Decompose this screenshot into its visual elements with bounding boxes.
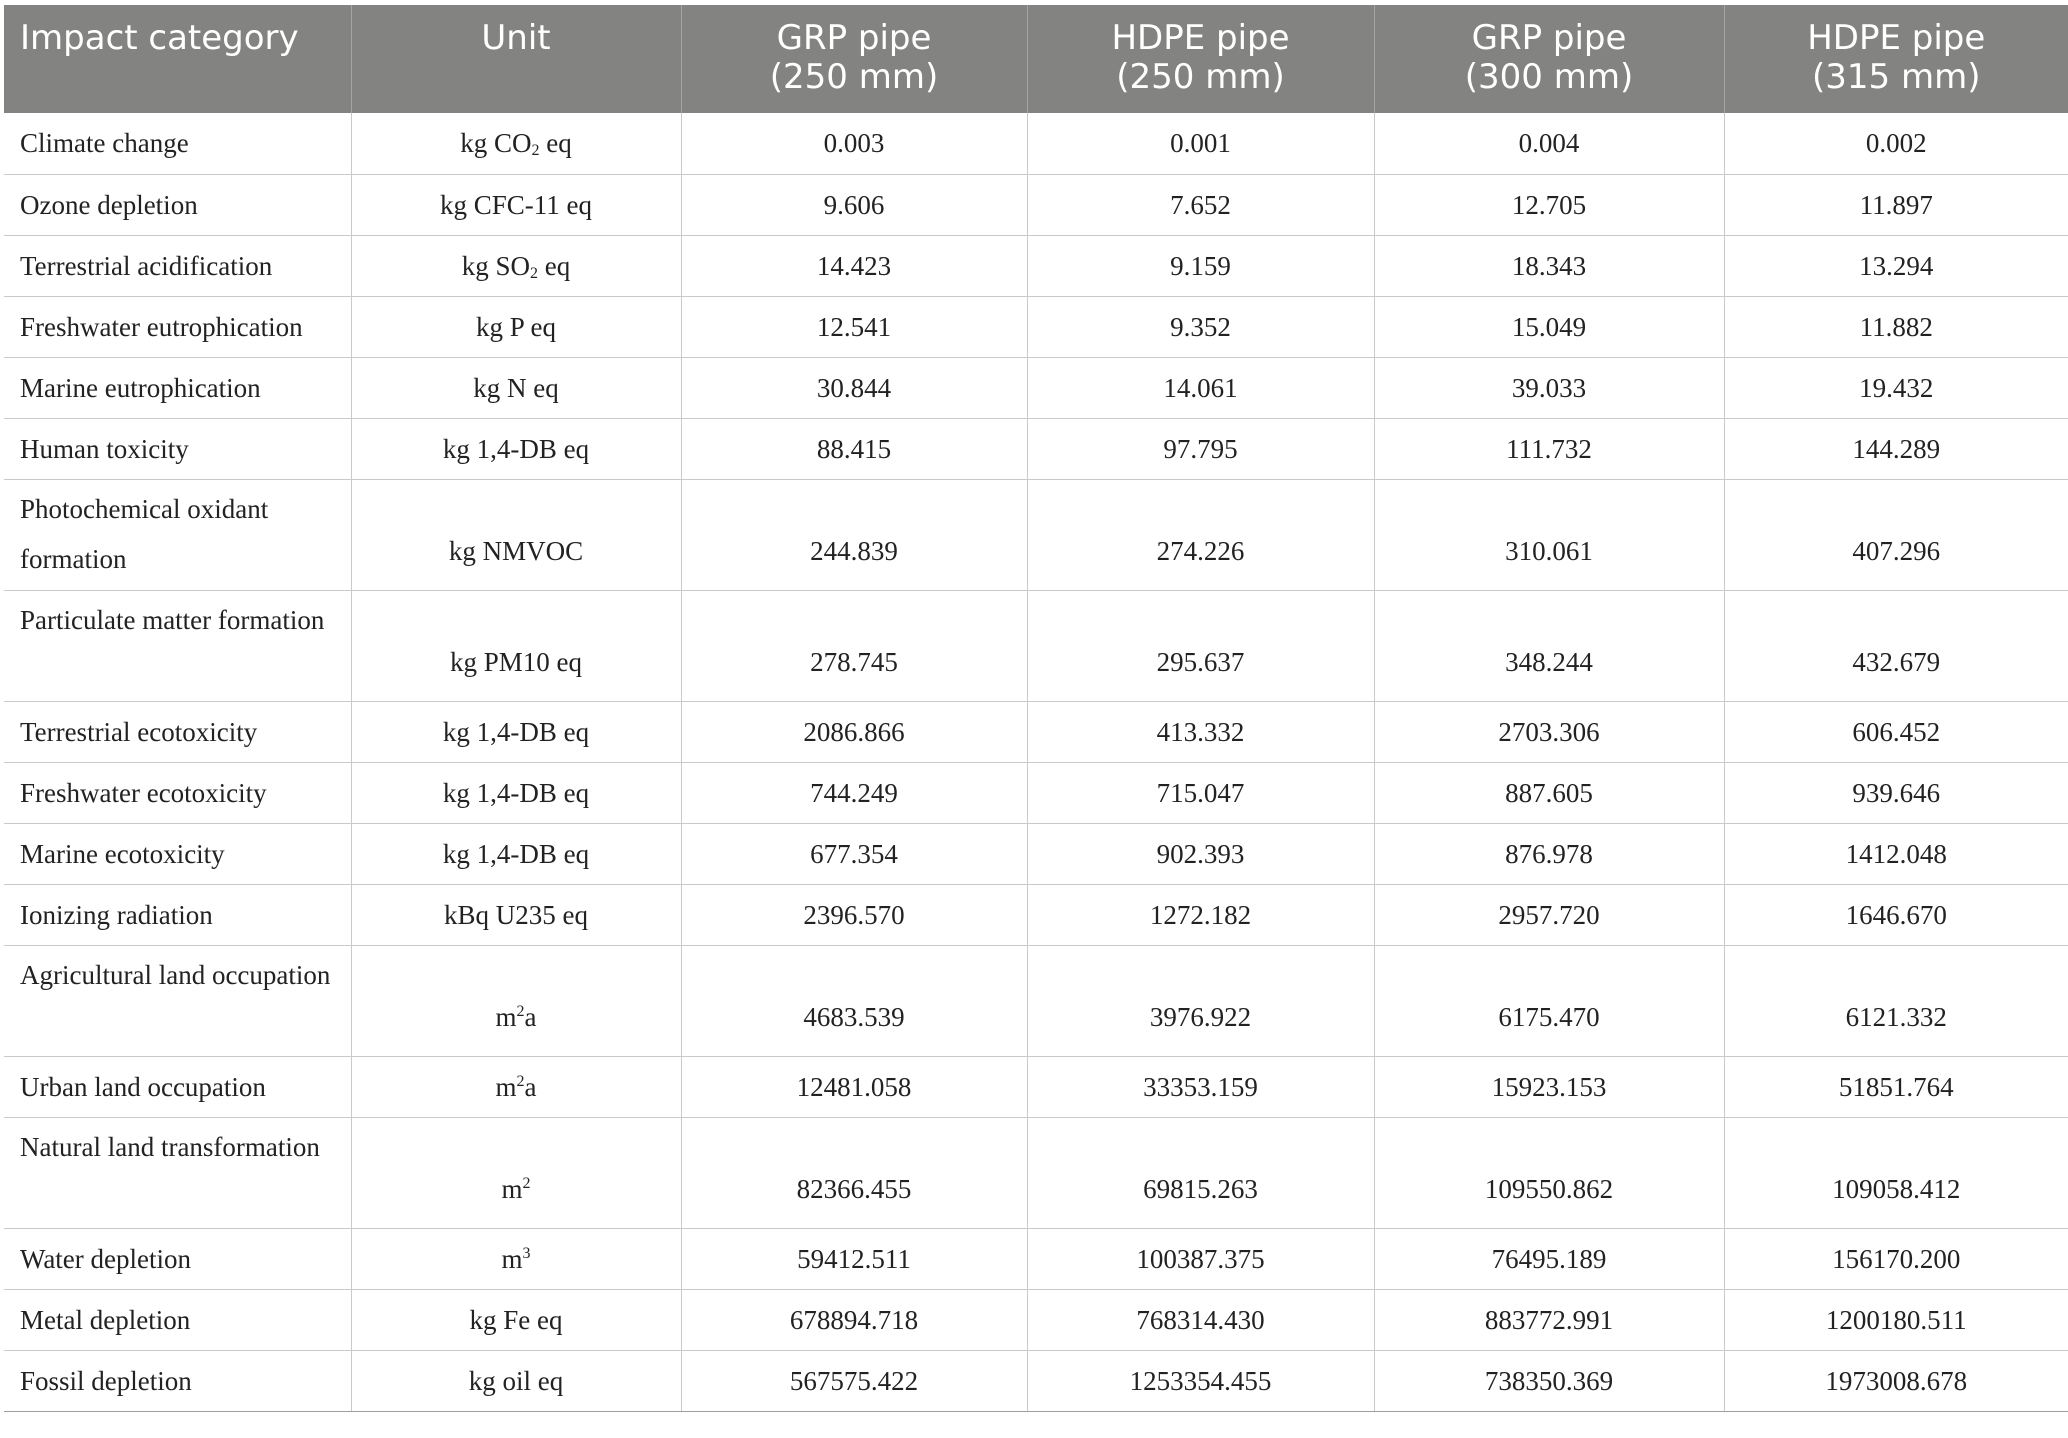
value-grp-300-cell: 310.061 [1374, 479, 1724, 590]
value-hdpe-315-cell: 1973008.678 [1724, 1350, 2068, 1411]
unit-text: m [495, 1071, 517, 1102]
impact-category-cell: Terrestrial acidification [4, 235, 351, 296]
unit-cell [351, 945, 681, 1056]
unit-cell [351, 1228, 681, 1289]
value-grp-250-cell: 677.354 [681, 823, 1027, 884]
table-body [4, 113, 2068, 1411]
unit-text: kg N eq [473, 372, 559, 403]
value-hdpe-250-cell: 14.061 [1027, 357, 1374, 418]
value-hdpe-315-cell: 156170.200 [1724, 1228, 2068, 1289]
value-hdpe-250-cell: 413.332 [1027, 701, 1374, 762]
value-hdpe-250-cell: 768314.430 [1027, 1289, 1374, 1350]
value-hdpe-315-cell: 1412.048 [1724, 823, 2068, 884]
impact-category-cell: Human toxicity [4, 418, 351, 479]
unit-cell [351, 357, 681, 418]
impact-category-cell: Particulate matter formation [4, 590, 351, 701]
table-row [4, 113, 2068, 174]
header-hdpe-250: HDPE pipe (250 mm) [1027, 5, 1374, 113]
value-grp-300-cell: 2957.720 [1374, 884, 1724, 945]
unit-suffix: a [524, 1001, 537, 1032]
table-header-row [4, 5, 2068, 113]
value-grp-300-cell: 109550.862 [1374, 1117, 1724, 1228]
value-grp-250-cell: 14.423 [681, 235, 1027, 296]
unit-superscript: 2 [516, 1002, 525, 1020]
unit-cell [351, 418, 681, 479]
impact-category-cell: Climate change [4, 113, 351, 174]
table-row [4, 235, 2068, 296]
value-hdpe-250-cell: 100387.375 [1027, 1228, 1374, 1289]
impact-category-cell: Terrestrial ecotoxicity [4, 701, 351, 762]
table-row [4, 1289, 2068, 1350]
unit-subscript: 2 [530, 264, 539, 282]
unit-cell [351, 884, 681, 945]
table-row [4, 174, 2068, 235]
unit-suffix: a [524, 1071, 537, 1102]
table-row [4, 762, 2068, 823]
header-hdpe-315: HDPE pipe (315 mm) [1724, 5, 2068, 113]
unit-cell [351, 479, 681, 590]
unit-text: m [495, 1001, 517, 1032]
value-grp-250-cell: 88.415 [681, 418, 1027, 479]
value-grp-250-cell: 244.839 [681, 479, 1027, 590]
unit-cell [351, 701, 681, 762]
unit-superscript: 2 [516, 1072, 525, 1090]
value-hdpe-315-cell: 13.294 [1724, 235, 2068, 296]
table-row [4, 945, 2068, 1056]
unit-cell [351, 1289, 681, 1350]
value-grp-300-cell: 0.004 [1374, 113, 1724, 174]
unit-text: kg CFC-11 eq [439, 189, 592, 220]
value-grp-300-cell: 738350.369 [1374, 1350, 1724, 1411]
table-row [4, 479, 2068, 590]
unit-suffix: eq [538, 250, 571, 281]
unit-text: kg oil eq [468, 1365, 564, 1396]
value-grp-250-cell: 278.745 [681, 590, 1027, 701]
value-grp-300-cell: 76495.189 [1374, 1228, 1724, 1289]
unit-text: kg CO [460, 128, 532, 159]
value-grp-300-cell: 883772.991 [1374, 1289, 1724, 1350]
value-grp-250-cell: 678894.718 [681, 1289, 1027, 1350]
value-grp-250-cell: 2396.570 [681, 884, 1027, 945]
header-unit: Unit [351, 5, 681, 113]
value-grp-300-cell: 18.343 [1374, 235, 1724, 296]
value-grp-250-cell: 2086.866 [681, 701, 1027, 762]
value-grp-300-cell: 876.978 [1374, 823, 1724, 884]
value-grp-300-cell: 6175.470 [1374, 945, 1724, 1056]
value-grp-250-cell: 567575.422 [681, 1350, 1027, 1411]
unit-text: m [501, 1243, 523, 1274]
value-hdpe-250-cell: 69815.263 [1027, 1117, 1374, 1228]
value-hdpe-250-cell: 33353.159 [1027, 1056, 1374, 1117]
unit-cell [351, 296, 681, 357]
value-hdpe-250-cell: 295.637 [1027, 590, 1374, 701]
unit-text: kBq U235 eq [444, 899, 588, 930]
value-grp-250-cell: 4683.539 [681, 945, 1027, 1056]
value-hdpe-250-cell: 0.001 [1027, 113, 1374, 174]
value-hdpe-315-cell: 6121.332 [1724, 945, 2068, 1056]
unit-suffix: eq [539, 128, 572, 159]
impact-table [4, 5, 2068, 1412]
value-hdpe-250-cell: 9.352 [1027, 296, 1374, 357]
table-row [4, 1228, 2068, 1289]
table-row [4, 1056, 2068, 1117]
impact-category-cell: Photochemical oxidant formation [4, 479, 351, 590]
table-row [4, 296, 2068, 357]
impact-category-cell: Ozone depletion [4, 174, 351, 235]
impact-category-cell: Freshwater eutrophication [4, 296, 351, 357]
header-grp-250: GRP pipe (250 mm) [681, 5, 1027, 113]
value-grp-300-cell: 12.705 [1374, 174, 1724, 235]
header-grp-300: GRP pipe (300 mm) [1374, 5, 1724, 113]
value-hdpe-315-cell: 1200180.511 [1724, 1289, 2068, 1350]
unit-text: kg Fe eq [469, 1304, 563, 1335]
impact-table-container [4, 5, 2068, 1419]
unit-cell [351, 235, 681, 296]
impact-category-cell: Natural land transformation [4, 1117, 351, 1228]
unit-text: kg SO [461, 250, 531, 281]
table-row [4, 418, 2068, 479]
value-hdpe-315-cell: 407.296 [1724, 479, 2068, 590]
value-hdpe-315-cell: 11.897 [1724, 174, 2068, 235]
unit-cell [351, 823, 681, 884]
unit-text: kg NMVOC [448, 535, 584, 566]
value-hdpe-250-cell: 3976.922 [1027, 945, 1374, 1056]
impact-category-cell: Ionizing radiation [4, 884, 351, 945]
impact-category-cell: Marine ecotoxicity [4, 823, 351, 884]
header-impact-category: Impact category [4, 5, 351, 113]
table-row [4, 823, 2068, 884]
unit-cell [351, 113, 681, 174]
unit-text: kg 1,4-DB eq [442, 433, 590, 464]
value-grp-250-cell: 30.844 [681, 357, 1027, 418]
value-hdpe-250-cell: 1253354.455 [1027, 1350, 1374, 1411]
value-grp-250-cell: 744.249 [681, 762, 1027, 823]
unit-cell [351, 1117, 681, 1228]
value-hdpe-315-cell: 109058.412 [1724, 1117, 2068, 1228]
value-hdpe-315-cell: 1646.670 [1724, 884, 2068, 945]
unit-cell [351, 174, 681, 235]
value-hdpe-315-cell: 11.882 [1724, 296, 2068, 357]
value-hdpe-250-cell: 7.652 [1027, 174, 1374, 235]
unit-cell [351, 1350, 681, 1411]
value-grp-250-cell: 12.541 [681, 296, 1027, 357]
value-hdpe-315-cell: 939.646 [1724, 762, 2068, 823]
impact-category-cell: Metal depletion [4, 1289, 351, 1350]
impact-category-cell: Urban land occupation [4, 1056, 351, 1117]
value-grp-300-cell: 2703.306 [1374, 701, 1724, 762]
impact-category-cell: Freshwater ecotoxicity [4, 762, 351, 823]
value-hdpe-315-cell: 19.432 [1724, 357, 2068, 418]
table-row [4, 1350, 2068, 1411]
value-grp-300-cell: 887.605 [1374, 762, 1724, 823]
value-hdpe-250-cell: 9.159 [1027, 235, 1374, 296]
impact-category-cell: Water depletion [4, 1228, 351, 1289]
value-hdpe-315-cell: 144.289 [1724, 418, 2068, 479]
unit-cell [351, 762, 681, 823]
value-hdpe-315-cell: 606.452 [1724, 701, 2068, 762]
impact-category-cell: Marine eutrophication [4, 357, 351, 418]
unit-text: kg P eq [476, 311, 556, 342]
table-row [4, 884, 2068, 945]
value-grp-300-cell: 111.732 [1374, 418, 1724, 479]
table-row [4, 1117, 2068, 1228]
impact-category-cell: Agricultural land occupation [4, 945, 351, 1056]
unit-superscript: 2 [522, 1174, 531, 1192]
value-hdpe-315-cell: 432.679 [1724, 590, 2068, 701]
value-hdpe-315-cell: 51851.764 [1724, 1056, 2068, 1117]
value-grp-250-cell: 9.606 [681, 174, 1027, 235]
table-row [4, 357, 2068, 418]
value-hdpe-250-cell: 274.226 [1027, 479, 1374, 590]
value-hdpe-315-cell: 0.002 [1724, 113, 2068, 174]
value-grp-300-cell: 15.049 [1374, 296, 1724, 357]
table-row [4, 701, 2068, 762]
unit-cell [351, 1056, 681, 1117]
unit-text: kg 1,4-DB eq [442, 838, 590, 869]
unit-text: kg 1,4-DB eq [442, 716, 590, 747]
impact-category-cell: Fossil depletion [4, 1350, 351, 1411]
unit-cell [351, 590, 681, 701]
unit-text: kg 1,4-DB eq [442, 777, 590, 808]
value-grp-300-cell: 348.244 [1374, 590, 1724, 701]
value-hdpe-250-cell: 902.393 [1027, 823, 1374, 884]
unit-subscript: 2 [531, 142, 540, 160]
unit-superscript: 3 [522, 1244, 531, 1262]
value-grp-250-cell: 59412.511 [681, 1228, 1027, 1289]
value-hdpe-250-cell: 715.047 [1027, 762, 1374, 823]
value-hdpe-250-cell: 1272.182 [1027, 884, 1374, 945]
value-hdpe-250-cell: 97.795 [1027, 418, 1374, 479]
unit-text: m [501, 1173, 523, 1204]
value-grp-250-cell: 12481.058 [681, 1056, 1027, 1117]
table-row [4, 590, 2068, 701]
value-grp-300-cell: 39.033 [1374, 357, 1724, 418]
value-grp-250-cell: 0.003 [681, 113, 1027, 174]
unit-text: kg PM10 eq [449, 646, 582, 677]
value-grp-250-cell: 82366.455 [681, 1117, 1027, 1228]
value-grp-300-cell: 15923.153 [1374, 1056, 1724, 1117]
